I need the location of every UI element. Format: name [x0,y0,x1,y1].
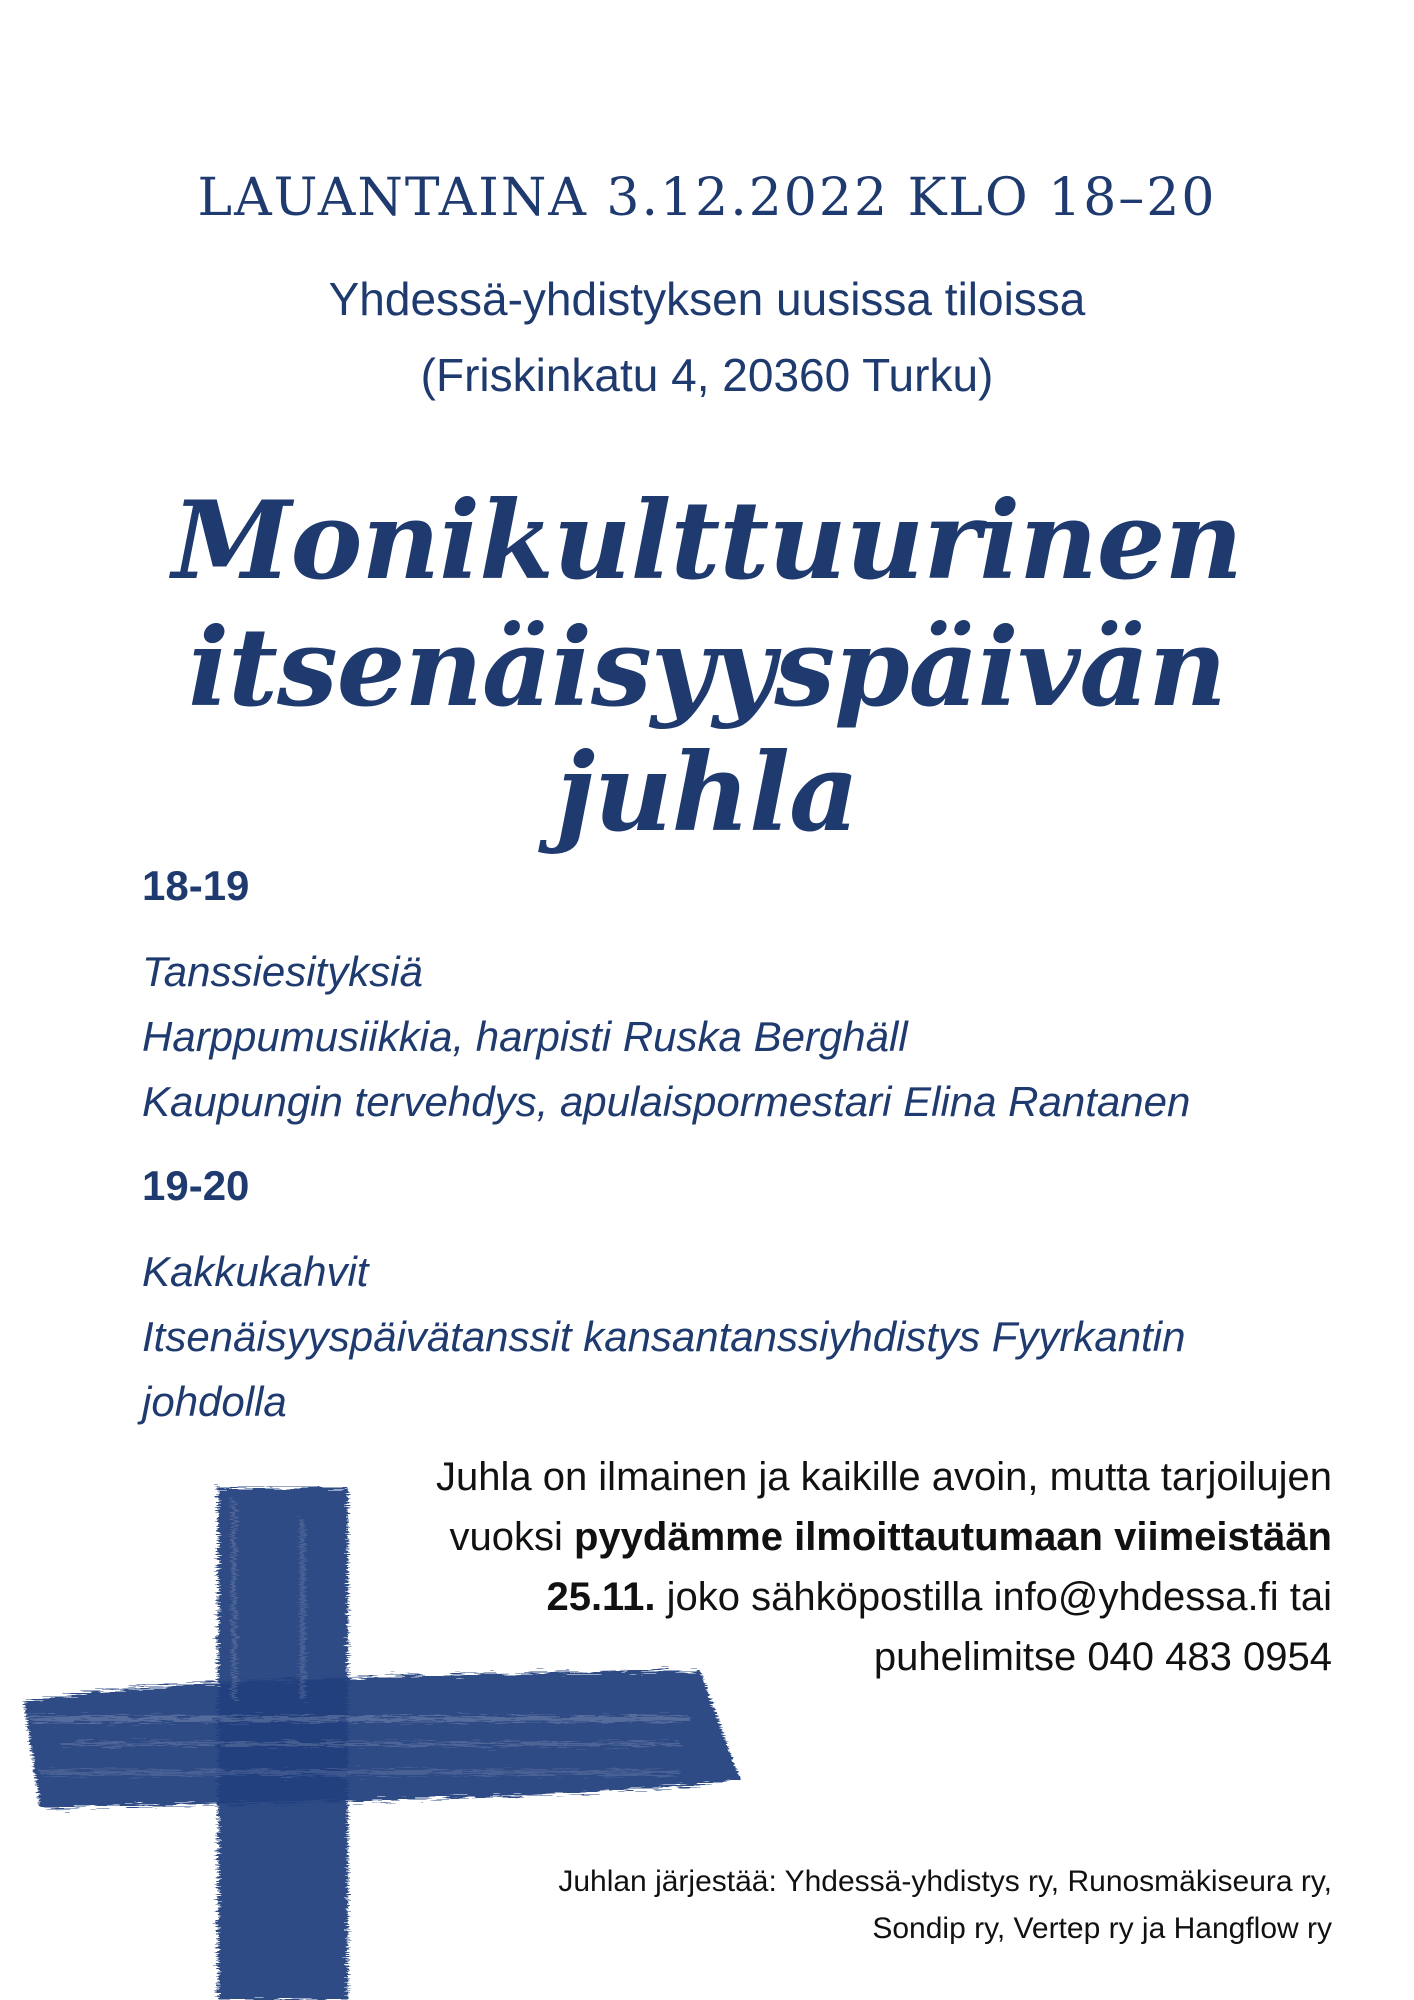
program-item: Kaupungin tervehdys, apulaispormestari Elina Rantanen [142,1078,1191,1125]
title-line-2: itsenäisyyspäivän [188,605,1226,731]
program-item: Itsenäisyyspäivätanssit kansantanssiyhdistys Fyyrkantin [142,1313,1186,1360]
info-line-4: puhelimitse 040 483 0954 [873,1635,1332,1679]
program-time-1: 18-19 [142,862,250,909]
info-line-3: 25.11. joko sähköpostilla info@yhdessa.fi tai [546,1575,1332,1619]
program-item: Tanssiesityksiä [142,948,423,995]
program-item: johdolla [142,1378,287,1425]
info-line-1: Juhla on ilmainen ja kaikille avoin, mutta tarjoilujen [435,1455,1332,1499]
title-line-1: Monikulttuurinen [171,478,1242,604]
program-time-2: 19-20 [142,1162,250,1209]
venue-line-2: (Friskinkatu 4, 20360 Turku) [420,349,994,401]
venue-line-1: Yhdessä-yhdistyksen uusissa tiloissa [328,273,1086,325]
title-line-3: juhla [555,730,859,856]
info-line-2: vuoksi pyydämme ilmoittautumaan viimeistään [449,1515,1332,1559]
organizer-line-1: Juhlan järjestää: Yhdessä-yhdistys ry, Runosmäkiseura ry, [558,1865,1332,1898]
program-item: Harppumusiikkia, harpisti Ruska Berghäll [142,1013,908,1060]
organizer-line-2: Sondip ry, Vertep ry ja Hangflow ry [872,1912,1332,1945]
program-item: Kakkukahvit [142,1248,369,1295]
event-date: LAUANTAINA 3.12.2022 KLO 18–20 [197,168,1217,228]
